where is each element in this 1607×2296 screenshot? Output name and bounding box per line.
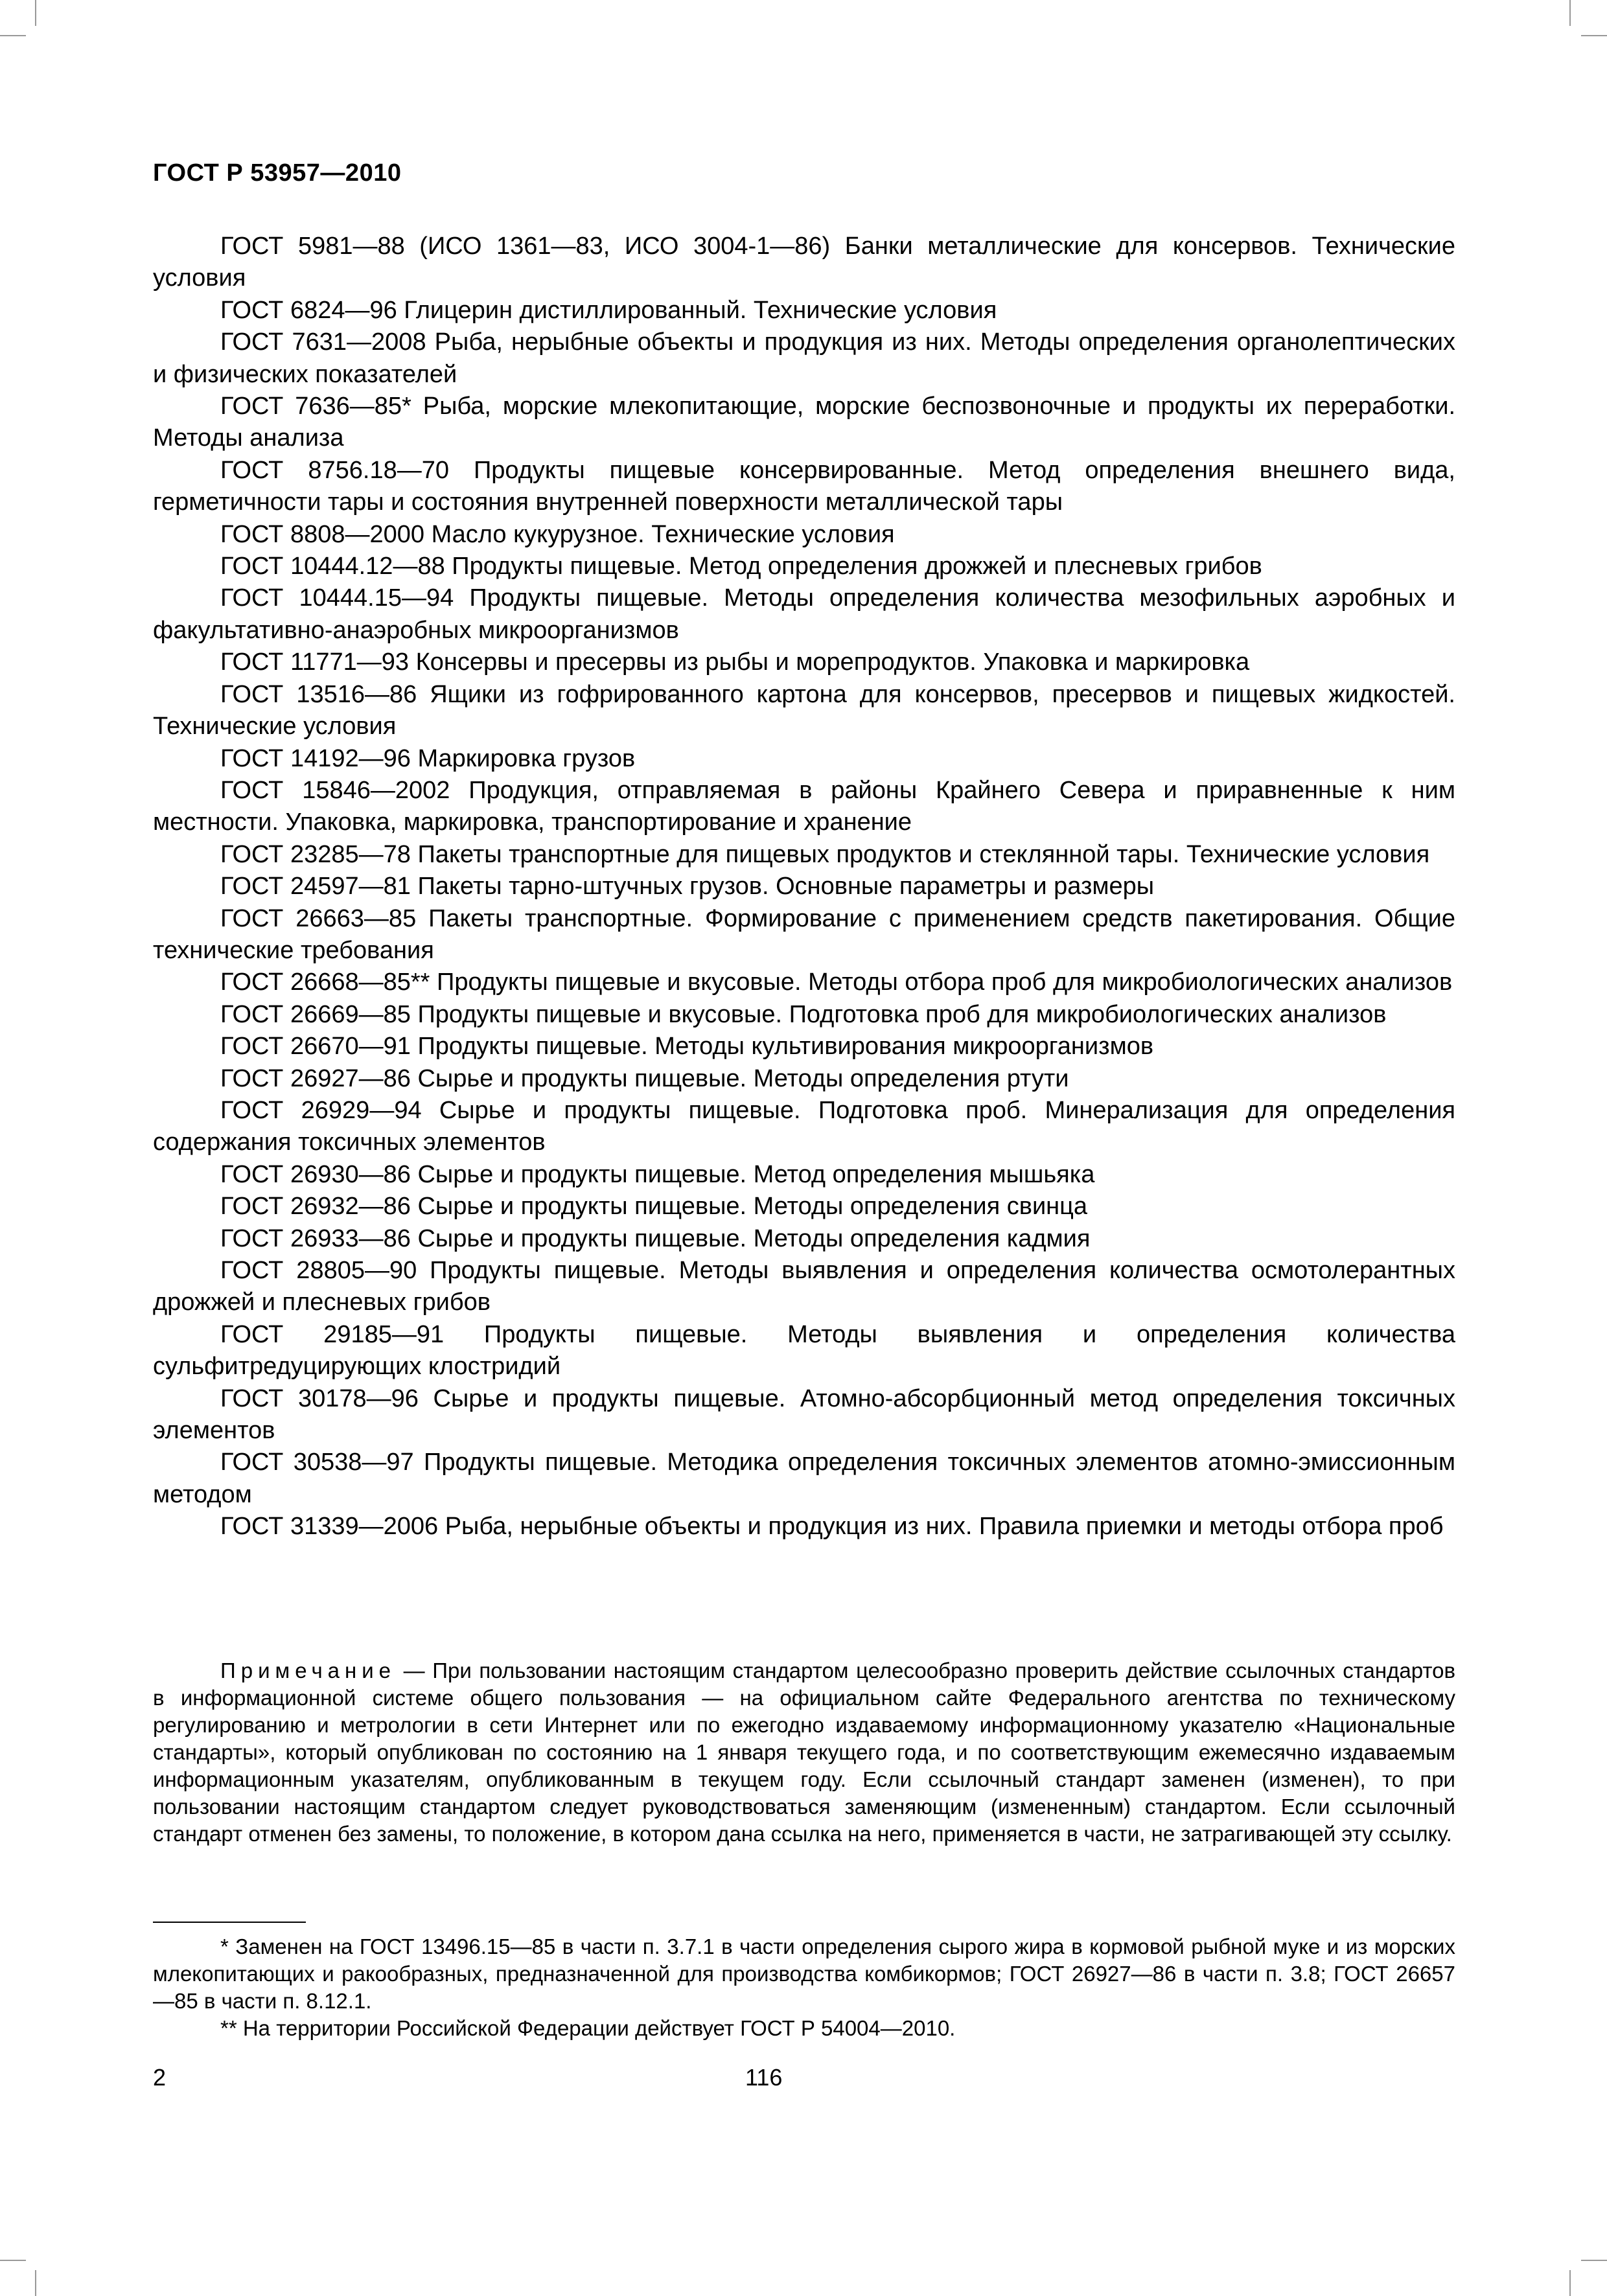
page-number: 2: [153, 2064, 167, 2091]
footnote: ** На территории Российской Федерации действует ГОСТ Р 54004—2010.: [220, 2016, 956, 2040]
footnote-divider: [153, 1922, 306, 1923]
reference-item: ГОСТ 14192—96 Маркировка грузов: [220, 744, 636, 772]
reference-item: ГОСТ 8756.18—70 Продукты пищевые консервированные. Метод определения внешнего вида, герметичности тары и состояния внутренней поверхности металлической тары: [153, 456, 1455, 516]
normative-references: [153, 231, 1455, 1543]
footnotes: [153, 1933, 1455, 2042]
reference-item: ГОСТ 5981—88 (ИСО 1361—83, ИСО 3004-1—86) Банки металлические для консервов. Технические условия: [153, 233, 1455, 292]
crop-mark: [1569, 0, 1571, 26]
reference-item: ГОСТ 29185—91 Продукты пищевые. Методы выявления и определения количества сульфитредуцирующих клостридий: [153, 1320, 1455, 1381]
reference-item: ГОСТ 26669—85 Продукты пищевые и вкусовые. Подготовка проб для микробиологических анализов: [220, 1000, 1387, 1028]
reference-item: ГОСТ 10444.12—88 Продукты пищевые. Метод определения дрожжей и плесневых грибов: [220, 553, 1262, 580]
reference-item: ГОСТ 24597—81 Пакеты тарно-штучных грузов. Основные параметры и размеры: [220, 873, 1155, 901]
reference-item: ГОСТ 6824—96 Глицерин дистиллированный. Технические условия: [220, 296, 997, 324]
reference-item: ГОСТ 30178—96 Сырье и продукты пищевые. Атомно-абсорбционный метод определения токсичных элементов: [153, 1384, 1455, 1445]
reference-item: ГОСТ 7631—2008 Рыба, нерыбные объекты и продукция из них. Методы определения органолептических и физических показателей: [153, 328, 1455, 388]
reference-item: ГОСТ 28805—90 Продукты пищевые. Методы выявления и определения количества осмотолерантных дрожжей и плесневых грибов: [153, 1257, 1455, 1316]
crop-mark: [0, 2260, 26, 2261]
reference-item: ГОСТ 11771—93 Консервы и пресервы из рыбы и морепродуктов. Упаковка и маркировка: [220, 649, 1250, 676]
crop-mark: [35, 0, 36, 26]
reference-item: ГОСТ 10444.15—94 Продукты пищевые. Методы определения количества мезофильных аэробных и факультативно-анаэробных микроорганизмов: [153, 584, 1455, 644]
reference-item: ГОСТ 8808—2000 Масло кукурузное. Технические условия: [220, 520, 895, 548]
reference-item: ГОСТ 15846—2002 Продукция, отправляемая в районы Крайнего Севера и приравненные к ним местности. Упаковка, маркировка, транспортирование и хранение: [153, 776, 1455, 836]
note-block: [153, 1657, 1455, 1848]
reference-item: ГОСТ 26933—86 Сырье и продукты пищевые. Методы определения кадмия: [220, 1224, 1091, 1252]
crop-mark: [35, 2270, 36, 2296]
reference-item: ГОСТ 31339—2006 Рыба, нерыбные объекты и продукция из них. Правила приемки и методы отбора проб: [220, 1513, 1444, 1541]
reference-item: ГОСТ 23285—78 Пакеты транспортные для пищевых продуктов и стеклянной тары. Технические условия: [220, 840, 1430, 868]
reference-item: ГОСТ 26929—94 Сырье и продукты пищевые. Подготовка проб. Минерализация для определения содержания токсичных элементов: [153, 1096, 1455, 1156]
footnote: * Заменен на ГОСТ 13496.15—85 в части п. 3.7.1 в части определения сырого жира в кормовой рыбной муке и из морских млекопитающих и ракообразных, предназначенной для производства комбикормов; ГОСТ 26927—86 в части п. 3.8; ГОСТ 26657—85 в части п. 8.12.1.: [153, 1934, 1455, 2013]
scan-page-number: 116: [745, 2064, 783, 2091]
reference-item: ГОСТ 13516—86 Ящики из гофрированного картона для консервов, пресервов и пищевых жидкостей. Технические условия: [153, 680, 1455, 740]
note-text: — При пользовании настоящим стандартом целесообразно проверить действие ссылочных стандартов в информационной системе общего пользования — на официальном сайте Федерального агентства по техническому регулированию и метрологии в сети Интернет или по ежегодно издаваемому информационному указателю «Национальные стандарты», который опубликован по состоянию на 1 января текущего года, и по соответствующим ежемесячно издаваемым информационным указателям, опубликованным в текущем году. Если ссылочный стандарт заменен (изменен), то при пользовании настоящим стандартом следует руководствоваться заменяющим (измененным) стандартом. Если ссылочный стандарт отменен без замены, то положение, в котором дана ссылка на него, применяется в части, не затрагивающей эту ссылку.: [153, 1659, 1455, 1846]
crop-mark: [0, 35, 26, 36]
note-label: Примечание: [220, 1659, 397, 1682]
crop-mark: [1581, 2260, 1607, 2261]
crop-mark: [1569, 2270, 1571, 2296]
crop-mark: [1581, 35, 1607, 36]
reference-item: ГОСТ 7636—85* Рыба, морские млекопитающие, морские беспозвоночные и продукты их переработки. Методы анализа: [153, 393, 1455, 452]
reference-item: ГОСТ 26927—86 Сырье и продукты пищевые. Методы определения ртути: [220, 1064, 1069, 1092]
note-paragraph: [153, 1657, 1455, 1848]
reference-item: ГОСТ 26663—85 Пакеты транспортные. Формирование с применением средств пакетирования. Общие технические требования: [153, 904, 1455, 964]
reference-item: ГОСТ 26670—91 Продукты пищевые. Методы культивирования микроорганизмов: [220, 1033, 1154, 1061]
reference-item: ГОСТ 26668—85** Продукты пищевые и вкусовые. Методы отбора проб для микробиологических анализов: [220, 969, 1453, 996]
reference-item: ГОСТ 26930—86 Сырье и продукты пищевые. Метод определения мышьяка: [220, 1160, 1095, 1188]
document-header: ГОСТ Р 53957—2010: [153, 159, 402, 187]
reference-item: ГОСТ 30538—97 Продукты пищевые. Методика определения токсичных элементов атомно-эмиссионным методом: [153, 1449, 1455, 1508]
reference-item: ГОСТ 26932—86 Сырье и продукты пищевые. Методы определения свинца: [220, 1193, 1088, 1221]
